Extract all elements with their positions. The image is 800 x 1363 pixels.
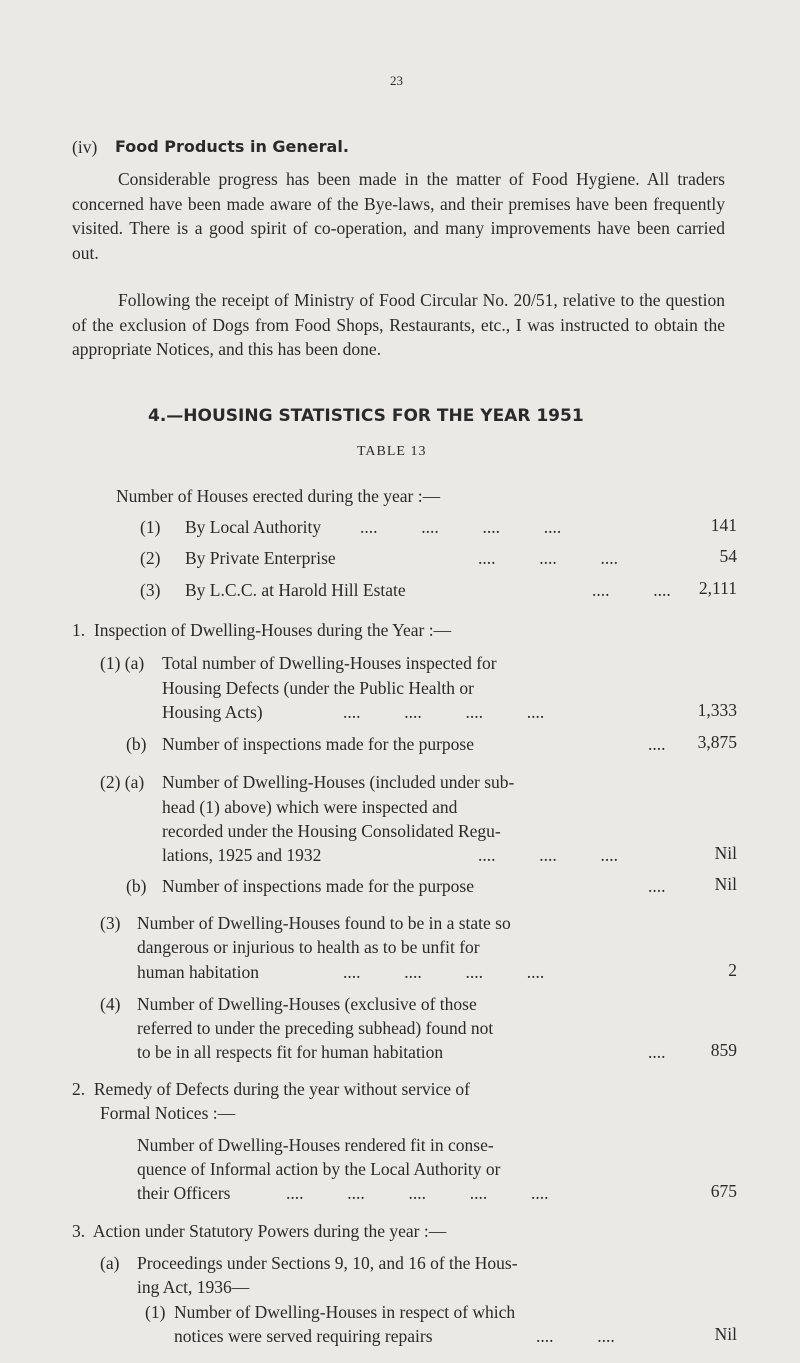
statutory-a1-value: Nil (714, 1324, 737, 1344)
item-4-num: (4) (100, 994, 121, 1014)
erected-value-3: 2,111 (698, 578, 737, 598)
food-hygiene-paragraph: Considerable progress has been made in the matter of Food Hygiene. All traders concerned have been made aware of the Bye-laws, and their premises have been frequently visited. There is a good spirit of co-operation, and many improvements have been carried out. (72, 169, 725, 263)
inspection-heading: 1. Inspection of Dwelling-Houses during the Year :— (72, 620, 452, 640)
item-2a-line1: Number of Dwelling-Houses (included under sub- (162, 772, 515, 792)
erected-intro: Number of Houses erected during the year :— (116, 486, 441, 506)
erected-dots-2: .... .... .... (478, 548, 618, 568)
item-2b-label: Number of inspections made for the purpose (162, 876, 475, 896)
item-2a-dots: .... .... .... (478, 845, 618, 865)
statutory-a-num: (a) (100, 1253, 120, 1273)
item-2a-line3: recorded under the Housing Consolidated Regu- (162, 821, 501, 841)
remedy-line1: Number of Dwelling-Houses rendered fit in conse- (137, 1135, 494, 1155)
section-iv-title: Food Products in General. (115, 137, 349, 156)
statutory-a1-dots: .... .... (536, 1326, 615, 1346)
dogs-circular-paragraph: Following the receipt of Ministry of Food Circular No. 20/51, relative to the question of the exclusion of Dogs from Food Shops, Restaurants, etc., I was instructed to obtain the appropriate Notices, and this has been done. (72, 290, 725, 359)
statutory-a1-num: (1) (145, 1302, 166, 1322)
item-4-value: 859 (710, 1040, 737, 1060)
item-1b-num: (b) (126, 734, 147, 754)
statutory-a1-line2: notices were served requiring repairs (174, 1326, 433, 1346)
erected-value-1: 141 (710, 515, 737, 535)
item-3-line2: dangerous or injurious to health as to be unfit for (137, 937, 480, 957)
table-label: TABLE 13 (357, 444, 427, 459)
page-number: 23 (390, 73, 403, 88)
item-1a-line3: Housing Acts) (162, 702, 263, 722)
item-4-dots: .... (648, 1042, 666, 1062)
item-3-num: (3) (100, 913, 121, 933)
item-3-dots: .... .... .... .... (343, 962, 545, 982)
item-3-value: 2 (728, 960, 737, 980)
item-1a-line1: Total number of Dwelling-Houses inspected for (162, 653, 497, 673)
item-2a-num: (2) (a) (100, 772, 145, 792)
item-4-line2: referred to under the preceding subhead) found not (137, 1018, 494, 1038)
remedy-heading-line1: 2. Remedy of Defects during the year without service of (72, 1079, 470, 1099)
erected-num-1: (1) (140, 517, 161, 537)
item-1a-value: 1,333 (697, 700, 737, 720)
item-2b-num: (b) (126, 876, 147, 896)
item-4-line1: Number of Dwelling-Houses (exclusive of those (137, 994, 477, 1014)
item-4-line3: to be in all respects fit for human habitation (137, 1042, 444, 1062)
remedy-line2: quence of Informal action by the Local Authority or (137, 1159, 501, 1179)
section-iv-label: (iv) (72, 137, 98, 157)
statutory-a-line1: Proceedings under Sections 9, 10, and 16 of the Hous- (137, 1253, 518, 1273)
remedy-heading-line2: Formal Notices :— (100, 1103, 236, 1123)
remedy-line3: their Officers (137, 1183, 231, 1203)
item-2a-value: Nil (714, 843, 737, 863)
item-3-line1: Number of Dwelling-Houses found to be in a state so (137, 913, 511, 933)
item-2a-line4: lations, 1925 and 1932 (162, 845, 322, 865)
statutory-heading: 3. Action under Statutory Powers during the year :— (72, 1221, 447, 1241)
erected-label-2: By Private Enterprise (185, 548, 336, 568)
item-1a-dots: .... .... .... .... (343, 702, 545, 722)
item-1b-dots: .... (648, 734, 666, 754)
erected-num-3: (3) (140, 580, 161, 600)
remedy-dots: .... .... .... .... .... (286, 1183, 549, 1203)
erected-label-1: By Local Authority (185, 517, 322, 537)
erected-num-2: (2) (140, 548, 161, 568)
remedy-value: 675 (710, 1181, 737, 1201)
erected-dots-1: .... .... .... .... (360, 517, 562, 537)
item-1b-value: 3,875 (697, 732, 737, 752)
erected-value-2: 54 (719, 546, 737, 566)
erected-dots-3: .... .... (592, 580, 671, 600)
erected-label-3: By L.C.C. at Harold Hill Estate (185, 580, 406, 600)
item-2b-value: Nil (714, 874, 737, 894)
item-3-line3: human habitation (137, 962, 259, 982)
housing-heading: 4.—HOUSING STATISTICS FOR THE YEAR 1951 (148, 406, 584, 426)
item-2b-dots: .... (648, 876, 666, 896)
item-1a-line2: Housing Defects (under the Public Health or (162, 678, 475, 698)
item-1a-num: (1) (a) (100, 653, 145, 673)
statutory-a-line2: ing Act, 1936— (137, 1277, 250, 1297)
item-1b-label: Number of inspections made for the purpose (162, 734, 475, 754)
item-2a-line2: head (1) above) which were inspected and (162, 797, 458, 817)
statutory-a1-line1: Number of Dwelling-Houses in respect of which (174, 1302, 516, 1322)
